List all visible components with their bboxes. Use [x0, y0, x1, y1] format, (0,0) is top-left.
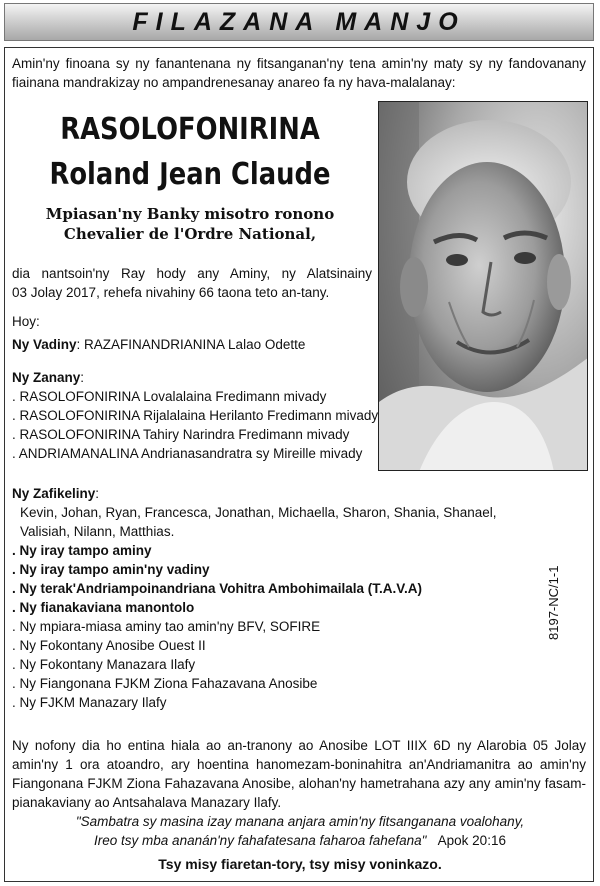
children-label: Ny Zanany: [12, 370, 81, 385]
bible-verse-line-2: [20, 831, 580, 850]
header-banner: [4, 3, 594, 41]
banner-title: FILAZANA MANJO: [132, 7, 466, 36]
death-notice-line-2: 03 Jolay 2017, rehefa nivahiny 66 taona teto an-tany.: [12, 285, 330, 300]
portrait-photo: [378, 101, 588, 471]
grandchildren-list-1: Kevin, Johan, Ryan, Francesca, Jonathan, Michaella, Sharon, Shania, Shanael,: [20, 505, 497, 520]
bible-verse-text: Ireo tsy mba ananán'ny fahafatesana faharoa fahefana": [94, 833, 427, 848]
deceased-given-names: Roland Jean Claude: [49, 157, 331, 192]
relative-item: . Ny FJKM Manazary Ilafy: [12, 695, 167, 710]
bible-verse-reference: Apok 20:16: [437, 833, 506, 848]
deceased-title-2: Chevalier de l'Ordre National,: [63, 225, 317, 243]
deceased-title-1: Mpiasan'ny Banky misotro ronono: [45, 205, 335, 223]
child-item: . RASOLOFONIRINA Tahiry Narindra Fredimann mivady: [12, 427, 350, 442]
hoy-label: Hoy:: [12, 314, 40, 329]
reference-code: 8197-NC/1-1: [546, 565, 561, 640]
funeral-details: Ny nofony dia ho entina hiala ao an-tranony ao Anosibe LOT IIIX 6D ny Alarobia 05 Jolay amin'ny 1 ora atoandro, ary hoentina hanomezam-boninahitra an'Andriamanitra ao amin'ny Fiangonana FJKM Ziona Fahazavana Anosibe, alohan'ny hametrahana azy any amin'ny fasam-pianakaviany ao Antsahalava Manazary Ilafy.: [12, 738, 586, 810]
relative-item-bold: . Ny fianakaviana manontolo: [12, 600, 195, 615]
child-item: . RASOLOFONIRINA Lovalalaina Fredimann mivady: [12, 389, 327, 404]
grandchildren-heading: Ny Zafikeliny:: [12, 486, 100, 501]
relative-item-bold: . Ny iray tampo amin'ny vadiny: [12, 562, 210, 577]
widow-line: [12, 335, 305, 354]
relative-item: . Ny Fokontany Manazara Ilafy: [12, 657, 196, 672]
relative-item-bold: . Ny iray tampo aminy: [12, 543, 152, 558]
relative-item-bold: . Ny terak'Andriampoinandriana Vohitra Ambohimailala (T.A.V.A): [12, 581, 423, 596]
portrait-photo-icon: [379, 102, 588, 471]
closing-statement: Tsy misy fiaretan-tory, tsy misy voninkazo.: [158, 856, 442, 872]
relative-item: . Ny Fokontany Anosibe Ouest II: [12, 638, 206, 653]
child-item: . ANDRIAMANALINA Andrianasandratra sy Mireille mivady: [12, 446, 363, 461]
intro-text: Amin'ny finoana sy ny fanantenana ny fitsanganan'ny tena amin'ny maty sy ny fandovanany fiainana mandrakizay no ampandrenesanay anareo fa ny hava-malalanay:: [12, 56, 586, 90]
death-notice-line-1: dia nantsoin'ny Ray hody any Aminy, ny Alatsinainy: [12, 266, 372, 281]
bible-verse-line-1: "Sambatra sy masina izay manana anjara amin'ny fitsanganana voalohany,: [75, 814, 525, 829]
widow-label: Ny Vadiny: [12, 337, 77, 352]
grandchildren-list-2: Valisiah, Nilann, Matthias.: [20, 524, 175, 539]
relative-item: . Ny Fiangonana FJKM Ziona Fahazavana Anosibe: [12, 676, 318, 691]
relative-item: . Ny mpiara-miasa aminy tao amin'ny BFV, SOFIRE: [12, 619, 321, 634]
child-item: . RASOLOFONIRINA Rijalalaina Herilanto Fredimann mivady: [12, 408, 379, 423]
children-heading: Ny Zanany:: [12, 370, 85, 385]
deceased-surname: RASOLOFONIRINA: [60, 112, 320, 147]
widow-name: : RAZAFINANDRIANINA Lalao Odette: [76, 337, 306, 352]
grandchildren-label: Ny Zafikeliny: [12, 486, 96, 501]
